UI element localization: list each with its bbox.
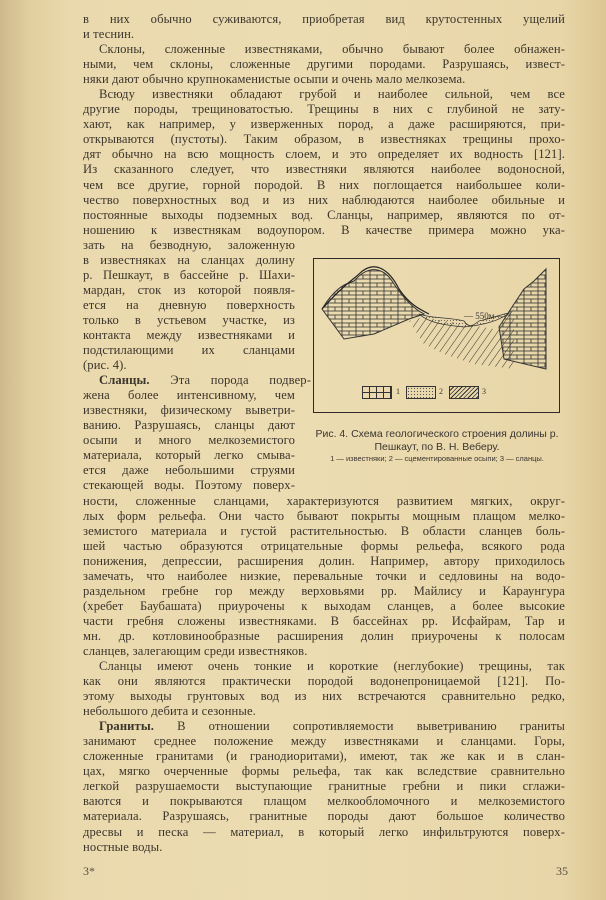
signature-mark: 3* [83,864,95,878]
section-heading: Граниты. [99,719,154,734]
legend-label-3: 3 [482,387,486,396]
text-line [83,193,565,208]
text-line-content: жена более интенсивному, чем [83,388,295,403]
text-line-content: в известняках на сланцах долину [83,252,295,267]
text-line-content: Склоны, сложенные известняками, обычно бывают более обнажен- [99,42,565,57]
text-line [83,268,295,283]
caption-legend: 1 — известняки; 2 — сцементированные осыпи; 3 — сланцы. [330,454,544,463]
text-line-content: дят обычно на всю мощность слоем, и это определяет их водность [121]. [83,147,565,162]
text-line [83,162,565,177]
text-line [83,298,295,313]
text-line-content: земистого материала и густой растительностью. В области сланцев боль- [83,523,565,538]
text-line-content: сланцев, залегающим среди известняков. [83,643,308,658]
text-line-content: р. Пешкаут, в бассейне р. Шахи- [83,267,295,282]
text-line-content: и теснин. [83,27,135,42]
text-line-content: (рис. 4). [83,358,127,373]
text-line-content: Всюду известняки обладают грубой и наиболее сильной, чем все [99,87,565,102]
text-line [83,57,565,72]
text-line-content: ваются и покрываются плащом мелкообломочного и мелкоземистого [83,794,565,809]
text-line-content: замечать, что наиболее низкие, перевальные точки и седловины на водо- [83,568,565,583]
text-line-content: ется даже небольшими струями [83,463,295,478]
text-line-content: контакта между известняками и [83,327,295,342]
text-line [83,27,565,42]
text-line-content: подстилающими их сланцами [83,343,295,358]
legend-scree-swatch [406,386,436,399]
text-line [83,433,295,448]
text-line-content: осыпи и много мелкоземистого [83,433,295,448]
text-line [83,539,565,554]
text-line [83,689,565,704]
text-line [83,373,311,388]
text-line-content: части гребня сложены известняками. В бассейнах рр. Исфайрам, Тар и [83,613,565,628]
text-line [83,644,565,659]
text-line-content: известняки, физическому выветри- [83,403,295,418]
text-line [83,809,565,824]
text-line-content: как они являются практически породой водонепроницаемой [121]. По- [83,674,565,689]
text-line-content: материала. Разрушаясь, гранитные породы дают большое количество [83,809,565,824]
text-line-content: в них обычно суживаются, приобретая вид крутостенных ущелий [83,12,565,26]
text-line [83,178,565,193]
text-line-content: шей частью образуются отрицательные формы рельефа, всякого рода [83,538,565,553]
text-line [83,12,565,27]
text-line [83,704,565,719]
text-line-content: стекающей воды. Поэтому поверх- [83,478,295,493]
text-line-content: мардан, сток из которой появля- [83,282,295,297]
text-line-content: легкой разрушаемости выступающие гранитные гребни и пики сглажи- [83,779,565,794]
text-line [83,358,295,373]
legend-label-1: 1 [396,387,400,396]
text-line-content: постоянные выходы подземных вод. Сланцы, например, являются по от- [83,207,565,222]
text-line [83,674,565,689]
text-line-content: зать на безводную, заложенную [83,237,295,252]
text-line [83,764,565,779]
text-line-content: Эта порода подвер- [149,373,311,388]
text-line-content: чем все другие, горной породой. В них поглощается наибольшее коли- [83,177,565,192]
text-line-content: няки дают обычно крупнокаменистые осыпи и очень мало мелкозема. [83,72,466,87]
text-line-content: цах, мягко очерченные формы рельефа, так как вследствие сравнительно [83,764,565,779]
text-line [83,478,295,493]
text-line [83,659,565,674]
text-line [83,283,295,298]
text-line [83,102,565,117]
text-line [83,509,565,524]
text-line-content: ными, чем склоны, сложенные другими породами. Разрушаясь, извест- [83,57,565,72]
text-line [83,569,565,584]
text-line [83,554,565,569]
text-line-content: ношению к известнякам водоупором. В качестве примера можно ука- [83,222,565,237]
text-line-content: лых форм рельефа. Они часто бывают покрыты мощным плащом мелко- [83,508,565,523]
text-line-content: дресвы и песка — материал, в который легко инфильтруются поверх- [83,824,565,839]
text-line-content: занимают среднее положение между известняками и сланцами. Горы, [83,734,565,749]
text-line [83,614,565,629]
text-line [83,749,565,764]
page-number: 35 [556,864,568,878]
text-line-content: материала, который легко смыва- [83,448,295,463]
text-line [83,238,295,253]
section-heading: Сланцы. [99,373,150,388]
text-line [83,328,295,343]
geological-figure [313,258,560,413]
text-line [83,42,565,57]
caption-title: Рис. 4. Схема геологического строения долины р. Пешкаут, по В. Н. Веберу. [315,428,559,453]
text-line [83,719,565,734]
text-line-content: ется на дневную поверхность [83,297,295,312]
figure-caption [306,428,568,463]
text-line [83,794,565,809]
text-line [83,840,565,855]
text-line-content: раздельном гребне гор между верховьями рр. Майлису и Караунгура [83,583,565,598]
text-line [83,388,295,403]
text-line [83,117,565,132]
text-line [83,825,565,840]
text-line [83,313,295,328]
text-line [83,524,565,539]
text-line [83,463,295,478]
valley-cross-section-drawing [314,259,558,411]
text-line [83,494,565,509]
text-line [83,584,565,599]
text-line [83,734,565,749]
text-line [83,343,295,358]
text-line [83,629,565,644]
text-line [83,72,565,87]
text-line [83,87,565,102]
text-line-content: В отношении сопротивляемости выветриванию граниты [154,719,565,734]
text-line-content: открываются (пустоты). Таким образом, в известняках трещины прохо- [83,132,565,147]
legend-limestone-swatch [362,386,392,399]
text-line [83,253,295,268]
text-line-content: небольшого дебита и сезонные. [83,704,256,719]
text-line [83,132,565,147]
text-line-content: другие породы, трещиноватостью. Трещины в них с глубиной не зату- [83,102,565,117]
text-line [83,208,565,223]
text-line-content: ности, сложенные сланцами, характеризуются развитием мягких, округ- [83,493,565,508]
text-line [83,448,295,463]
text-line-content: ностные воды. [83,839,163,854]
text-line-content: (хребет Баубашата) приурочены к выходам сланцев, а более высокие [83,598,565,613]
text-line-content: мн. др. котловинообразные расширения долин приурочены к полосам [83,628,565,643]
text-line-content: Из сказанного следует, что известняки являются наиболее водоносной, [83,162,565,177]
text-line-content: ванию. Разрушаясь, сланцы дают [83,418,295,433]
text-line-content: чество поверхностных вод и из них наблюдаются наиболее обильные и [83,192,565,207]
text-line-content: Сланцы имеют очень тонкие и короткие (неглубокие) трещины, так [99,659,565,674]
legend-label-2: 2 [439,387,443,396]
text-line-content: сложенные гранитами (и гранодиоритами), имеют, так же как и в слан- [83,749,565,764]
text-line [83,599,565,614]
text-line [83,223,565,238]
distance-label: — 550м — [464,311,506,321]
legend-shale-swatch [449,386,479,399]
text-line-content: понижения, депрессии, расширения долин. Например, автору приходилось [83,553,565,568]
text-line-content: только в устьевом участке, из [83,312,295,327]
text-line [83,418,295,433]
text-line-content: хают, как например, у изверженных пород, а даже расширяются, при- [83,117,565,132]
text-line [83,147,565,162]
text-line-content: этому выходы грунтовых вод из них встречаются сравнительно редко, [83,689,565,704]
text-line [83,403,295,418]
text-line [83,779,565,794]
